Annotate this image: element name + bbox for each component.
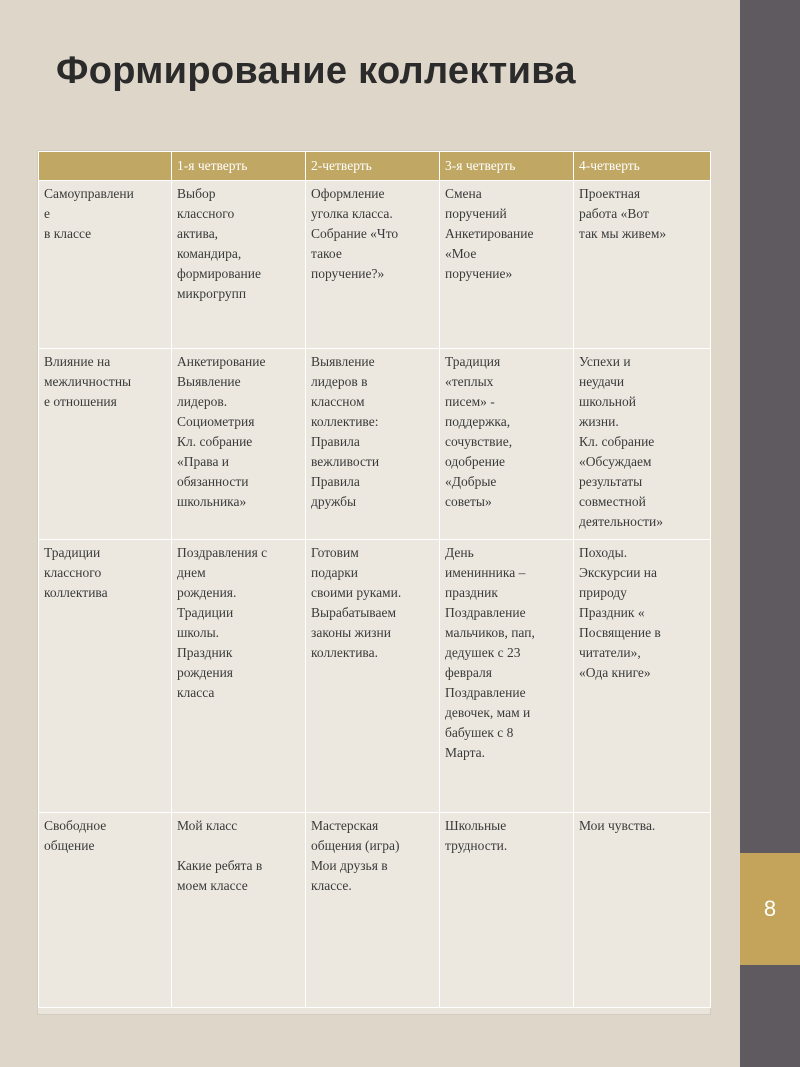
page-number-badge: 8 — [740, 853, 800, 965]
header-quarter-1: 1-я четверть — [172, 152, 306, 181]
row-label: Традиции классного коллектива — [39, 540, 172, 813]
header-quarter-4: 4-четверть — [574, 152, 711, 181]
table-row — [39, 181, 711, 349]
table-cell: Походы. Экскурсии на природу Праздник « Посвящение в читатели», «Ода книге» — [574, 540, 711, 813]
table-cell: День именинника – праздник Поздравление мальчиков, пап, дедушек с 23 февраля Поздравление девочек, мам и бабушек с 8 Марта. — [440, 540, 574, 813]
table-cell: Оформление уголка класса. Собрание «Что такое поручение?» — [306, 181, 440, 349]
table-cell: Поздравления с днем рождения. Традиции школы. Праздник рождения класса — [172, 540, 306, 813]
header-row — [39, 152, 711, 181]
header-quarter-3: 3-я четверть — [440, 152, 574, 181]
table-row — [39, 813, 711, 1008]
table-cell: Выбор классного актива, командира, формирование микрогрупп — [172, 181, 306, 349]
table-cell: Проектная работа «Вот так мы живем» — [574, 181, 711, 349]
table-cell: Школьные трудности. — [440, 813, 574, 1008]
table-cell: Смена поручений Анкетирование «Мое поручение» — [440, 181, 574, 349]
table-cell: Традиция «теплых писем» - поддержка, сочувствие, одобрение «Добрые советы» — [440, 349, 574, 540]
table-cell: Успехи и неудачи школьной жизни. Кл. собрание «Обсуждаем результаты совместной деятельности» — [574, 349, 711, 540]
table-row — [39, 540, 711, 813]
table-cell: Мой класс Какие ребята в моем классе — [172, 813, 306, 1008]
header-quarter-2: 2-четверть — [306, 152, 440, 181]
plan-table — [38, 151, 711, 1008]
table-container — [37, 150, 711, 1015]
row-label: Влияние на межличностны е отношения — [39, 349, 172, 540]
table-cell: Мастерская общения (игра) Мои друзья в классе. — [306, 813, 440, 1008]
table-row — [39, 349, 711, 540]
header-corner — [39, 152, 172, 181]
table-cell: Мои чувства. — [574, 813, 711, 1008]
row-label: Самоуправлени е в классе — [39, 181, 172, 349]
table-cell: Готовим подарки своими руками. Вырабатываем законы жизни коллектива. — [306, 540, 440, 813]
table-cell: Выявление лидеров в классном коллективе: Правила вежливости Правила дружбы — [306, 349, 440, 540]
table-cell: Анкетирование Выявление лидеров. Социометрия Кл. собрание «Права и обязанности школьника» — [172, 349, 306, 540]
row-label: Свободное общение — [39, 813, 172, 1008]
slide-title: Формирование коллектива — [56, 50, 576, 92]
